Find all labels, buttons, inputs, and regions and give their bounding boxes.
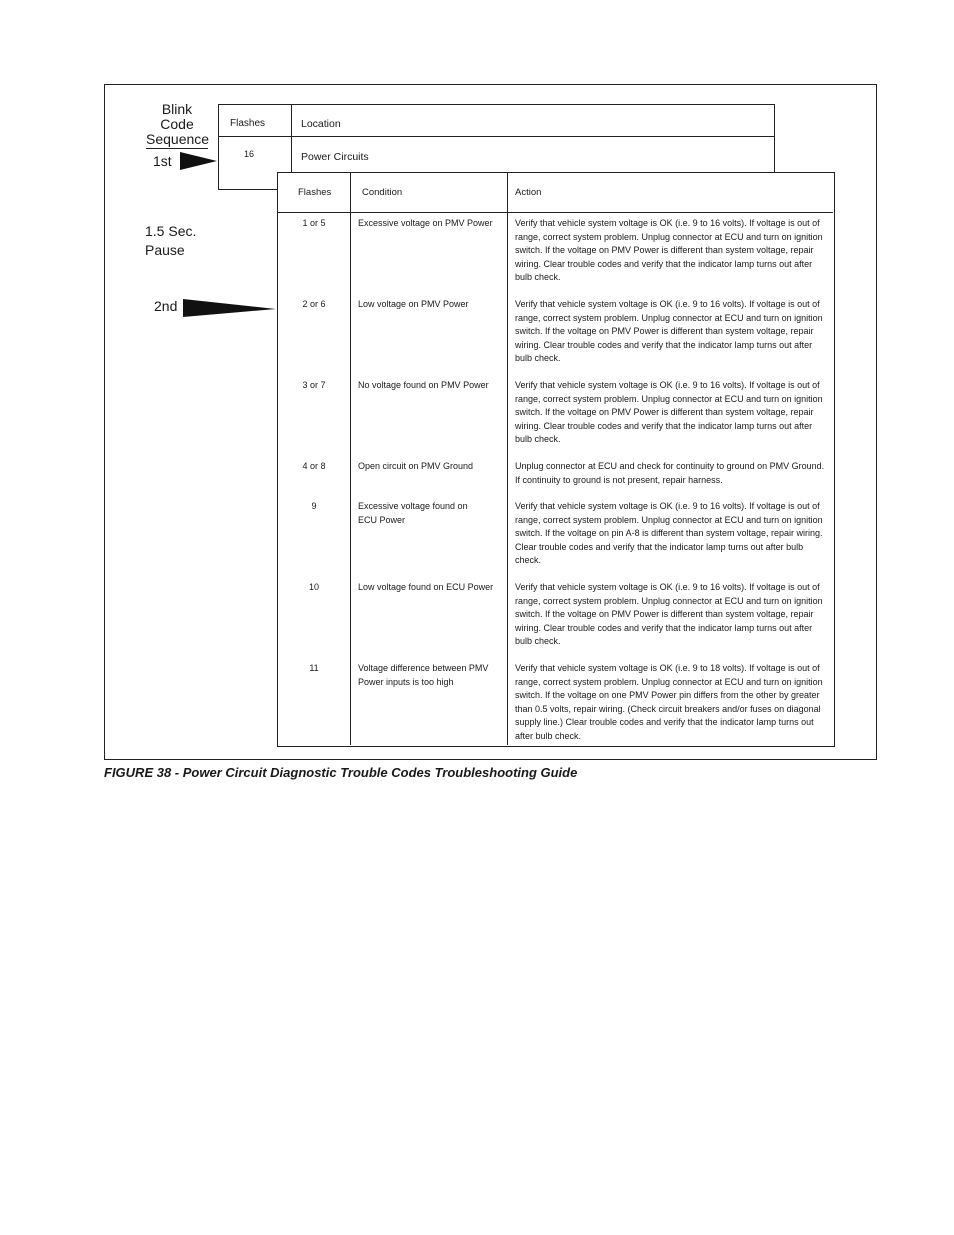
row-flashes: 1 or 5 [302, 218, 326, 228]
row-action: Verify that vehicle system voltage is OK (i.e. 9 to 16 volts). If voltage is out of range, correct system problem. Unplug connector at ECU and turn on ignition switch. If the voltage on pin A-8 is different than system voltage, repair wiring. Clear trouble codes and verify that the indicator lamp turns out after bulb check. [515, 501, 823, 565]
row-action: Verify that vehicle system voltage is OK (i.e. 9 to 16 volts). If voltage is out of range, correct system problem. Unplug connector at ECU and turn on ignition switch. If the voltage on PMV Power is different than system voltage, repair wiring. Clear trouble codes and verify that the indicator lamp turns out after bulb check. [515, 380, 823, 444]
row-action: Verify that vehicle system voltage is OK (i.e. 9 to 16 volts). If voltage is out of range, correct system problem. Unplug connector at ECU and turn on ignition switch. If the voltage on PMV Power is different than system voltage, repair wiring. Clear trouble codes and verify that the indicator lamp turns out after bulb check. [515, 582, 823, 646]
second-arrow-icon [183, 298, 277, 318]
row-flashes: 4 or 8 [302, 461, 326, 471]
location-value: Power Circuits [301, 151, 369, 163]
blink-code-sequence-heading [146, 102, 208, 149]
row-action: Verify that vehicle system voltage is OK (i.e. 9 to 16 volts). If voltage is out of range, correct system problem. Unplug connector at ECU and turn on ignition switch. If the voltage on PMV Power is different than system voltage, repair wiring. Clear trouble codes and verify that the indicator lamp turns out after bulb check. [515, 299, 823, 363]
row-condition: Low voltage on PMV Power [358, 299, 469, 309]
first-sequence-label: 1st [153, 153, 172, 169]
row-condition: Excessive voltage found on ECU Power [358, 501, 468, 525]
second-sequence-label: 2nd [154, 298, 178, 314]
sequence-label: Sequence [146, 131, 210, 147]
first-arrow-icon [180, 151, 218, 171]
row-action: Verify that vehicle system voltage is OK (i.e. 9 to 18 volts). If voltage is out of range, correct system problem. Unplug connector at ECU and turn on ignition switch. If the voltage on one PMV Power pin differs from the other by greater than 0.5 volts, repair wiring. (Check circuit breakers and/or fuses on diagonal supply line.) Clear trouble codes and verify that the indicator lamp turns out after bulb check. [515, 663, 823, 741]
row-action: Unplug connector at ECU and check for continuity to ground on PMV Ground. If continuity to ground is not present, repair harness. [515, 461, 825, 485]
pause-duration: 1.5 Sec. [145, 223, 197, 239]
pause-word: Pause [145, 242, 185, 258]
row-condition: Excessive voltage on PMV Power [358, 218, 493, 228]
row-flashes: 10 [308, 582, 319, 592]
figure-caption: FIGURE 38 - Power Circuit Diagnostic Trouble Codes Troubleshooting Guide [104, 765, 578, 780]
location-flashes-value: 16 [244, 149, 255, 159]
row-condition: Low voltage found on ECU Power [358, 582, 494, 592]
row-flashes: 9 [311, 501, 317, 511]
header-flashes: Flashes [298, 187, 332, 198]
location-header-location: Location [301, 118, 341, 130]
row-condition: Open circuit on PMV Ground [358, 461, 474, 471]
row-flashes: 2 or 6 [302, 299, 326, 309]
row-condition: No voltage found on PMV Power [358, 380, 489, 390]
header-action: Action [515, 187, 542, 198]
header-condition: Condition [362, 187, 403, 198]
code-table [277, 172, 835, 747]
row-flashes: 11 [309, 663, 319, 673]
row-flashes: 3 or 7 [302, 380, 326, 390]
row-condition: Voltage difference between PMV Power inputs is too high [358, 663, 489, 687]
pause-label [145, 222, 196, 260]
location-header-flashes: Flashes [230, 118, 266, 129]
blink-code-label: Blink Code [160, 101, 194, 132]
row-action: Verify that vehicle system voltage is OK (i.e. 9 to 16 volts). If voltage is out of range, correct system problem. Unplug connector at ECU and turn on ignition switch. If the voltage on PMV Power is different than system voltage, repair wiring. Clear trouble codes and verify that the indicator lamp turns out after bulb check. [515, 218, 823, 282]
